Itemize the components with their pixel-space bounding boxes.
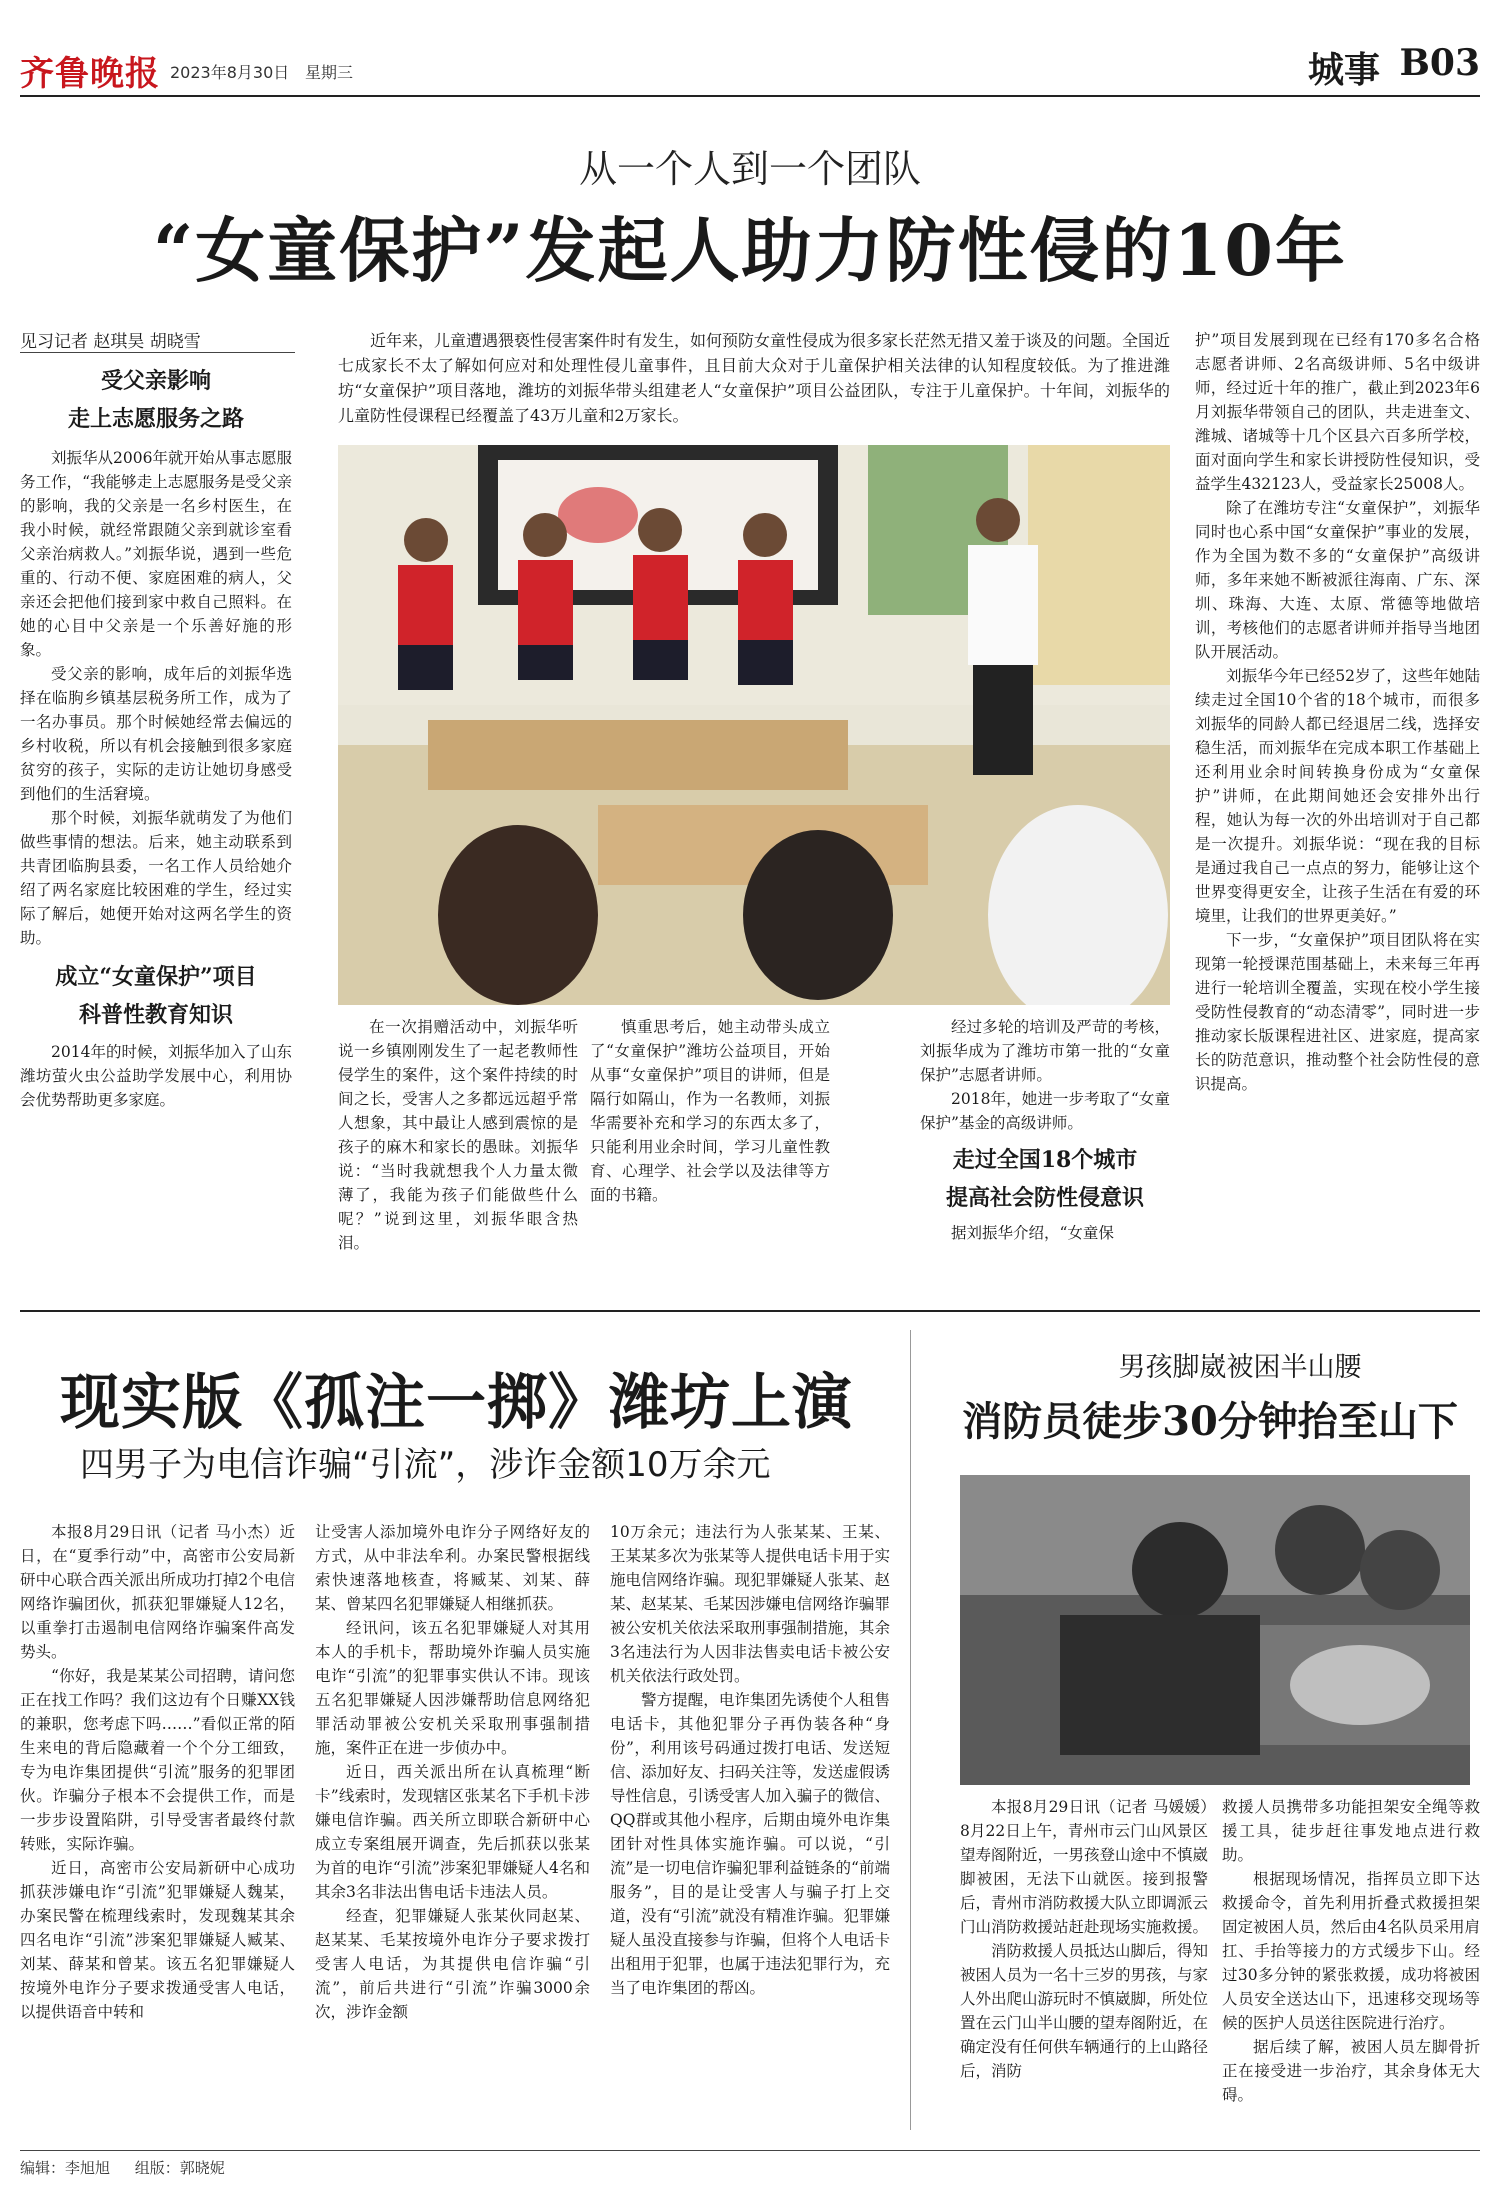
paragraph: 经讯问，该五名犯罪嫌疑人对其用本人的手机卡，帮助境外诈骗人员实施电诈“引流”的犯罪事实供认不讳。现该五名犯罪嫌疑人因涉嫌帮助信息网络犯罪活动罪被公安机关采取刑事强制措施，案件正在进一步侦办中。 xyxy=(315,1619,590,1757)
story2-headline: 现实版《孤注一掷》潍坊上演 xyxy=(60,1368,853,1438)
story1-subhead-1 xyxy=(20,362,292,438)
byline-rule xyxy=(20,352,295,353)
story3-column-1 xyxy=(960,1795,1208,2083)
newspaper-logo: 齐鲁晚报 xyxy=(20,54,160,94)
subhead-line: 受父亲影响 xyxy=(100,368,211,394)
rescue-photo-illustration xyxy=(960,1475,1470,1785)
designer-credit: 组版：郭晓妮 xyxy=(134,2159,225,2177)
paragraph: 经查，犯罪嫌疑人张某伙同赵某、赵某某、毛某按境外电诈分子要求拨打受害人电话，为其提供电信诈骗“引流”，前后共进行“引流”诈骗3000余次，涉诈金额 xyxy=(315,1907,590,2021)
story1-column-1 xyxy=(20,362,292,1112)
rescue-photo xyxy=(960,1475,1470,1785)
page-number: B03 xyxy=(1399,42,1480,84)
paragraph: 据后续了解，被困人员左脚骨折正在接受进一步治疗，其余身体无大碍。 xyxy=(1222,2038,1480,2104)
subhead-line: 成立“女童保护”项目 xyxy=(55,964,257,990)
paragraph: 10万余元；违法行为人张某某、王某、王某某多次为张某等人提供电话卡用于实施电信网络诈骗。现犯罪嫌疑人张某、赵某、赵某某、毛某因涉嫌电信网络诈骗罪被公安机关依法采取刑事强制措施，其余3名违法行为人因非法售卖电话卡被公安机关依法行政处罚。 xyxy=(610,1523,890,1685)
paragraph: 让受害人添加境外电诈分子网络好友的方式，从中非法牟利。办案民警根据线索快速落地核查，将臧某、刘某、薛某、曾某四名犯罪嫌疑人相继抓获。 xyxy=(315,1523,590,1613)
paragraph: 受父亲的影响，成年后的刘振华选择在临朐乡镇基层税务所工作，成为了一名办事员。那个时候她经常去偏远的乡村收税，所以有机会接触到很多家庭贫穷的孩子，实际的走访让她切身感受到他们的生活窘境。 xyxy=(20,665,292,803)
paragraph: 在一次捐赠活动中，刘振华听说一乡镇刚刚发生了一起老教师性侵学生的案件，这个案件持续的时间之长，受害人之多都远远超乎常人想象，其中最让人感到震惊的是孩子的麻木和家长的愚昧。刘振华说：“当时我就想我个人力量太微薄了，我能为孩子们能做些什么呢？”说到这里，刘振华眼含热泪。 xyxy=(338,1018,578,1252)
paragraph: 刘振华今年已经52岁了，这些年她陆续走过全国10个省的18个城市，而很多刘振华的同龄人都已经退居二线，选择安稳生活，而刘振华在完成本职工作基础上还利用业余时间转换身份成为“女童保护”讲师，在此期间她还会安排外出行程，她认为每一次的外出培训对于自己都是一次提升。刘振华说：“现在我的目标是通过我自己一点点的努力，能够让这个世界变得更安全，让孩子生活在有爱的环境里，让我们的世界更美好。” xyxy=(1195,667,1480,925)
paragraph: 除了在潍坊专注“女童保护”，刘振华同时也心系中国“女童保护”事业的发展，作为全国为数不多的“女童保护”高级讲师，多年来她不断被派往海南、广东、深圳、珠海、大连、太原、常德等地做培训，考核他们的志愿者讲师并指导当地团队开展活动。 xyxy=(1195,499,1480,661)
story1-subhead-3 xyxy=(920,1141,1170,1217)
story1-column-2 xyxy=(338,1015,578,1255)
paragraph: 经过多轮的培训及严苛的考核，刘振华成为了潍坊市第一批的“女童保护”志愿者讲师。 xyxy=(920,1018,1170,1084)
story1-lead xyxy=(338,328,1170,428)
classroom-photo-illustration xyxy=(338,445,1170,1005)
paragraph: 那个时候，刘振华就萌发了为他们做些事情的想法。后来，她主动联系到共青团临朐县委，一名工作人员给她介绍了两名家庭比较困难的学生，经过实际了解后，她便开始对这两名学生的资助。 xyxy=(20,809,292,947)
issue-date: 2023年8月30日 xyxy=(170,63,290,82)
story1-column-5 xyxy=(1195,328,1480,1096)
subhead-line: 提高社会防性侵意识 xyxy=(945,1185,1144,1211)
story1-column-4 xyxy=(920,1015,1170,1245)
paragraph: 下一步，“女童保护”项目团队将在实现第一轮授课范围基础上，未来每三年再进行一轮培训全覆盖，实现在校小学生接受防性侵教育的“动态清零”，同时进一步推动家长版课程进社区、进家庭，提高家长的防范意识，推动整个社会防性侵的意识提高。 xyxy=(1195,931,1480,1093)
paragraph: 近日，高密市公安局新研中心成功抓获涉嫌电诈“引流”犯罪嫌疑人魏某，办案民警在梳理线索时，发现魏某其余四名电诈“引流”涉案犯罪嫌疑人臧某、刘某、薛某和曾某。该五名犯罪嫌疑人按境外电诈分子要求拨通受害人电话，以提供语音中转和 xyxy=(20,1859,295,2021)
classroom-photo xyxy=(338,445,1170,1005)
story1-column-3 xyxy=(590,1015,830,1207)
paragraph: “你好，我是某某公司招聘，请问您正在找工作吗？我们这边有个日赚XX钱的兼职，您考虑下吗……”看似正常的陌生来电的背后隐藏着一个个分工细致，专为电诈集团提供“引流”服务的犯罪团伙。诈骗分子根本不会提供工作，而是一步步设置陷阱，引导受害者最终付款转账，实际诈骗。 xyxy=(20,1667,295,1853)
story1-byline: 见习记者 赵琪昊 胡晓雪 xyxy=(20,332,201,352)
paragraph: 据刘振华介绍，“女童保 xyxy=(951,1224,1114,1242)
subhead-line: 走上志愿服务之路 xyxy=(67,406,244,432)
story2-column-3 xyxy=(610,1520,890,2000)
page-footer xyxy=(20,2150,1480,2178)
editor-credit: 编辑：李旭旭 xyxy=(20,2159,111,2177)
lead-paragraph: 近年来，儿童遭遇猥亵性侵害案件时有发生，如何预防女童性侵成为很多家长茫然无措又羞于谈及的问题。全国近七成家长不太了解如何应对和处理性侵儿童事件，且目前大众对于儿童保护相关法律的认知程度较低。为了推进潍坊“女童保护”项目落地，潍坊的刘振华带头组建老人“女童保护”项目公益团队，专注于儿童保护。十年间，刘振华的儿童防性侵课程已经覆盖了43万儿童和2万家长。 xyxy=(338,331,1171,425)
story1-kicker: 从一个人到一个团队 xyxy=(578,147,921,191)
story2-column-1 xyxy=(20,1520,295,2024)
paragraph: 慎重思考后，她主动带头成立了“女童保护”潍坊公益项目，开始从事“女童保护”项目的讲师，但是隔行如隔山，作为一名教师，刘振华需要补充和学习的东西太多了，只能利用业余时间，学习儿童性教育、心理学、社会学以及法律等方面的书籍。 xyxy=(590,1018,830,1204)
section-name: 城事 xyxy=(1307,49,1380,91)
paragraph: 近日，西关派出所在认真梳理“断卡”线索时，发现辖区张某名下手机卡涉嫌电信诈骗。西关所立即联合新研中心成立专案组展开调查，先后抓获以张某为首的电诈“引流”涉案犯罪嫌疑人4名和其余3名非法出售电话卡违法人员。 xyxy=(315,1763,590,1901)
subhead-line: 科普性教育知识 xyxy=(78,1002,233,1028)
paragraph: 根据现场情况，指挥员立即下达救援命令，首先利用折叠式救援担架固定被困人员，然后由4名队员采用肩扛、手抬等接力的方式缓步下山。经过30多分钟的紧张救援，成功将被困人员安全送达山下，迅速移交现场等候的医护人员送往医院进行治疗。 xyxy=(1222,1870,1480,2032)
paragraph: 警方提醒，电诈集团先诱使个人租售电话卡，其他犯罪分子再伪装各种“身份”，利用该号码通过拨打电话、发送短信、添加好友、扫码关注等，发送虚假诱导性信息，引诱受害人加入骗子的微信、QQ群或其他小程序，后期由境外电诈集团针对性具体实施诈骗。可以说，“引流”是一切电信诈骗犯罪利益链条的“前端服务”，目的是让受害人与骗子打上交道，没有“引流”就没有精准诈骗。犯罪嫌疑人虽没直接参与诈骗，但将个人电话卡出租用于犯罪，也属于违法犯罪行为，充当了电诈集团的帮凶。 xyxy=(610,1691,890,1997)
story1-headline: “女童保护”发起人助力防性侵的10年 xyxy=(153,209,1347,292)
paragraph: 本报8月29日讯（记者 马小杰）近日，在“夏季行动”中，高密市公安局新研中心联合西关派出所成功打掉2个电信网络诈骗团伙，抓获犯罪嫌疑人12名，以重拳打击遏制电信网络诈骗案件高发势头。 xyxy=(20,1523,295,1661)
story3-column-2 xyxy=(1222,1795,1480,2107)
issue-weekday: 星期三 xyxy=(305,63,354,82)
paragraph: 护”项目发展到现在已经有170多名合格志愿者讲师、2名高级讲师、5名中级讲师，经过近十年的推广，截止到2023年6月刘振华带领自己的团队，共走进奎文、潍城、诸城等十几个区县六百多所学校，面对面向学生和家长讲授防性侵知识，受益学生432123人，受益家长25008人。 xyxy=(1195,331,1480,493)
story2-subline: 四男子为电信诈骗“引流”，涉诈金额10万余元 xyxy=(80,1445,771,1485)
paragraph: 救援人员携带多功能担架安全绳等救援工具，徒步赶往事发地点进行救助。 xyxy=(1222,1798,1480,1864)
paragraph: 本报8月29日讯（记者 马媛媛）8月22日上午，青州市云门山风景区望寿阁附近，一男孩登山途中不慎崴脚被困，无法下山就医。接到报警后，青州市消防救援大队立即调派云门山消防救援站赶赴现场实施救援。 xyxy=(960,1798,1209,1936)
masthead xyxy=(20,40,1480,97)
paragraph: 2018年，她进一步考取了“女童保护”基金的高级讲师。 xyxy=(920,1090,1170,1132)
paragraph: 2014年的时候，刘振华加入了山东潍坊萤火虫公益助学发展中心，利用协会优势帮助更多家庭。 xyxy=(20,1043,292,1109)
column-rule xyxy=(910,1330,911,2130)
story3-kicker: 男孩脚崴被困半山腰 xyxy=(1118,1352,1362,1383)
story2-column-2 xyxy=(315,1520,590,2024)
paragraph: 刘振华从2006年就开始从事志愿服务工作，“我能够走上志愿服务是受父亲的影响，我的父亲是一名乡村医生，在我小时候，就经常跟随父亲到就诊室看父亲治病救人。”刘振华说，遇到一些危重的、行动不便、家庭困难的病人，父亲还会把他们接到家中救自己照料。在她的心目中父亲是一个乐善好施的形象。 xyxy=(20,449,292,659)
section-divider xyxy=(20,1310,1480,1312)
story1-subhead-2 xyxy=(20,958,292,1034)
story3-headline: 消防员徒步30分钟抬至山下 xyxy=(962,1398,1458,1445)
paragraph: 消防救援人员抵达山脚后，得知被困人员为一名十三岁的男孩，与家人外出爬山游玩时不慎崴脚，所处位置在云门山半山腰的望寿阁附近，在确定没有任何供车辆通行的上山路径后，消防 xyxy=(960,1942,1209,2080)
subhead-line: 走过全国18个城市 xyxy=(952,1147,1138,1173)
